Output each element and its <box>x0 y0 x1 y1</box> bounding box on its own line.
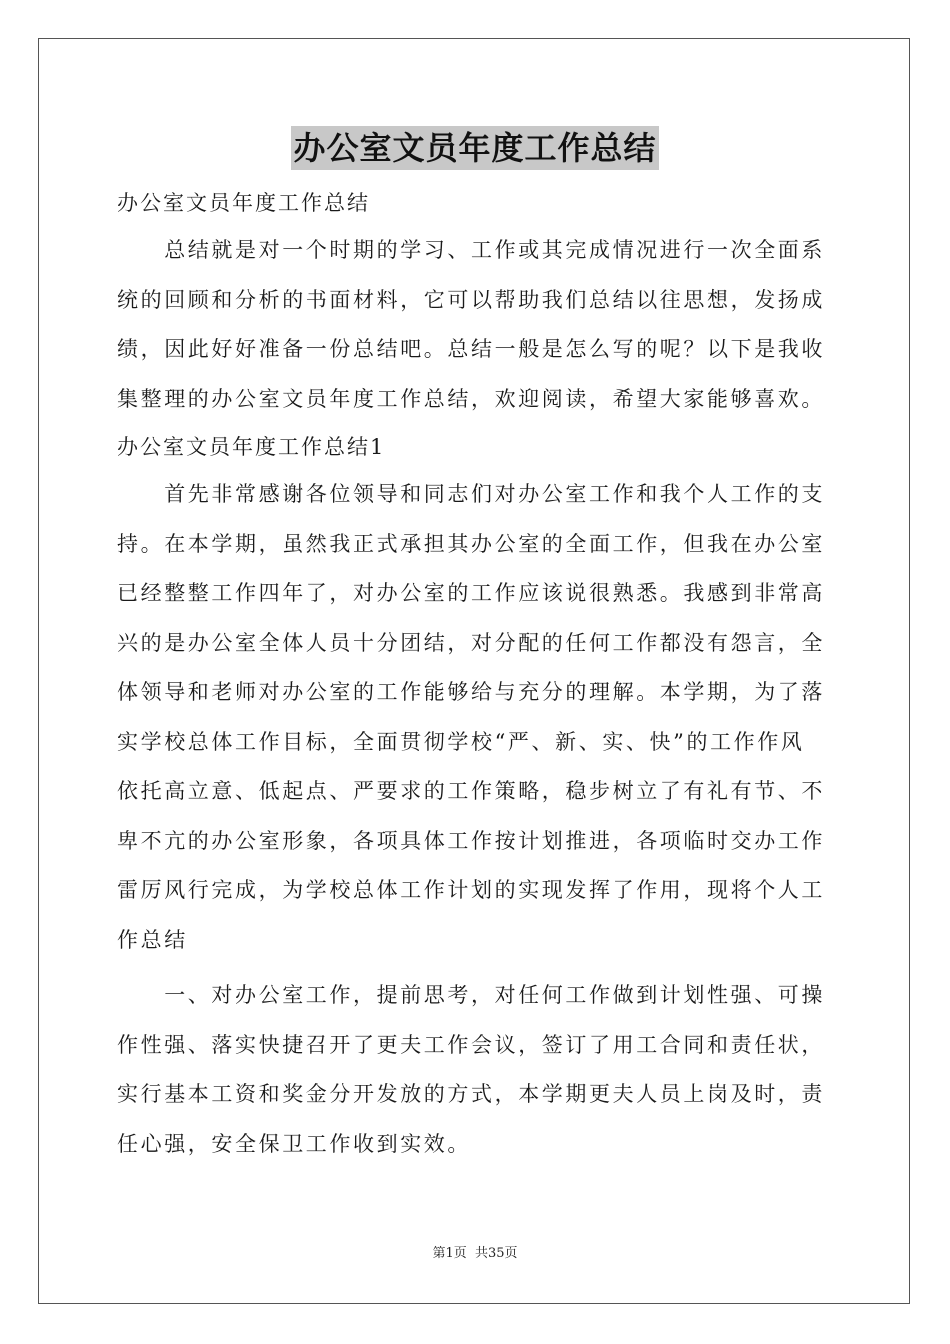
para1-line: 实学校总体工作目标，全面贯彻学校“严、新、实、快”的工作作风 <box>117 729 805 754</box>
intro-line: 集整理的办公室文员年度工作总结，欢迎阅读，希望大家能够喜欢。 <box>117 386 825 411</box>
para2-line: 任心强，安全保卫工作收到实效。 <box>117 1131 471 1156</box>
para1-line: 兴的是办公室全体人员十分团结，对分配的任何工作都没有怨言，全 <box>117 630 825 655</box>
section-heading: 办公室文员年度工作总结1 <box>117 435 386 459</box>
para1-line: 已经整整工作四年了，对办公室的工作应该说很熟悉。我感到非常高 <box>117 581 825 605</box>
document-subtitle: 办公室文员年度工作总结 <box>117 191 370 215</box>
title-wrap <box>0 126 950 170</box>
para1-line: 首先非常感谢各位领导和同志们对办公室工作和我个人工作的支 <box>117 482 825 506</box>
para1-line: 依托高立意、低起点、严要求的工作策略，稳步树立了有礼有节、不 <box>117 779 825 803</box>
para2-line: 作性强、落实快捷召开了更夫工作会议，签订了用工合同和责任状， <box>117 1032 825 1057</box>
para2-line: 一、对办公室工作，提前思考，对任何工作做到计划性强、可操 <box>117 983 825 1007</box>
para1-line: 卑不亢的办公室形象，各项具体工作按计划推进，各项临时交办工作 <box>117 828 825 853</box>
page-number: 第1页 <box>432 1246 467 1261</box>
para2-line: 实行基本工资和奖金分开发放的方式，本学期更夫人员上岗及时，责 <box>117 1082 825 1106</box>
para1-line: 体领导和老师对办公室的工作能够给与充分的理解。本学期，为了落 <box>117 680 825 704</box>
page-footer <box>0 1242 950 1261</box>
para1-line: 持。在本学期，虽然我正式承担其办公室的全面工作，但我在办公室 <box>117 531 825 556</box>
intro-line: 总结就是对一个时期的学习、工作或其完成情况进行一次全面系 <box>117 238 825 262</box>
paragraph-1 <box>117 470 833 965</box>
intro-line: 绩，因此好好准备一份总结吧。总结一般是怎么写的呢？以下是我收 <box>117 337 825 361</box>
document-body <box>117 180 833 1169</box>
document-title: 办公室文员年度工作总结 <box>291 126 658 170</box>
page-total: 共35页 <box>474 1246 518 1261</box>
paragraph-2 <box>117 971 833 1169</box>
para1-line: 作总结 <box>117 927 188 952</box>
intro-paragraph <box>117 226 833 424</box>
para1-line: 雷厉风行完成，为学校总体工作计划的实现发挥了作用，现将个人工 <box>117 878 825 902</box>
intro-line: 统的回顾和分析的书面材料，它可以帮助我们总结以往思想，发扬成 <box>117 287 825 312</box>
